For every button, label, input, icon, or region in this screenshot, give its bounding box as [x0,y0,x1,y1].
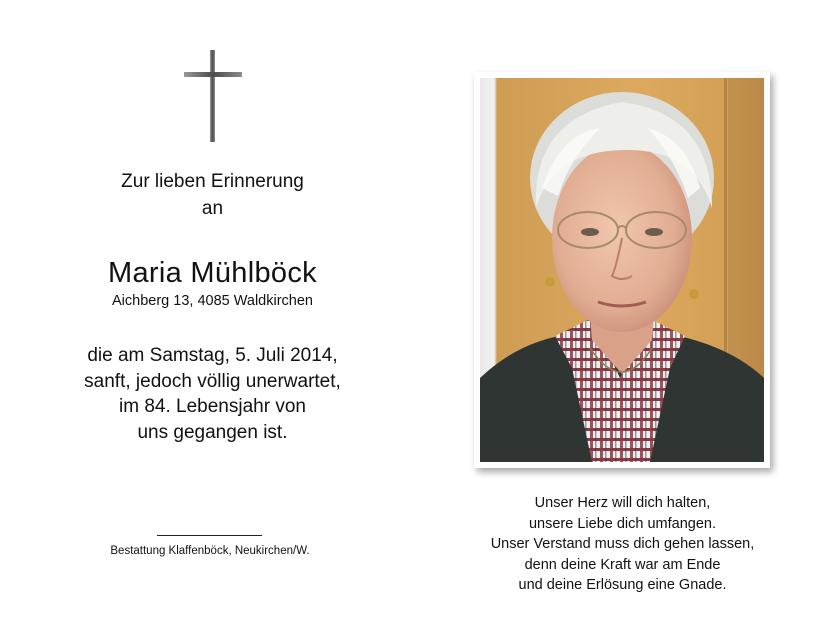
portrait-photo [480,78,764,462]
obituary-line: im 84. Lebensjahr von [119,396,306,417]
intro-line-2: an [201,198,224,219]
photo-frame [474,72,770,468]
divider-line [157,535,262,536]
poem-line: Unser Verstand muss dich gehen lassen, [490,536,755,552]
poem-line: denn deine Kraft war am Ende [524,556,721,573]
obituary-line: sanft, jedoch völlig unerwartet, [84,370,341,392]
poem-line: und deine Erlösung eine Gnade. [518,577,727,593]
intro-line-1: Zur lieben Erinnerung [121,171,304,192]
cross-icon [182,48,244,144]
intro-heading [60,168,365,222]
deceased-name: Maria Mühlböck [108,257,317,289]
deceased-address: Aichberg 13, 4085 Waldkirchen [112,293,313,309]
memorial-poem [470,493,775,596]
obituary-text [40,343,385,445]
poem-line: Unser Herz will dich halten, [534,495,711,511]
portrait-illustration [480,78,764,462]
obituary-line: die am Samstag, 5. Juli 2014, [87,345,338,366]
poem-line: unsere Liebe dich umfangen. [528,515,717,532]
obituary-line: uns gegangen ist. [137,421,288,443]
funeral-home: Bestattung Klaffenböck, Neukirchen/W. [110,545,310,557]
